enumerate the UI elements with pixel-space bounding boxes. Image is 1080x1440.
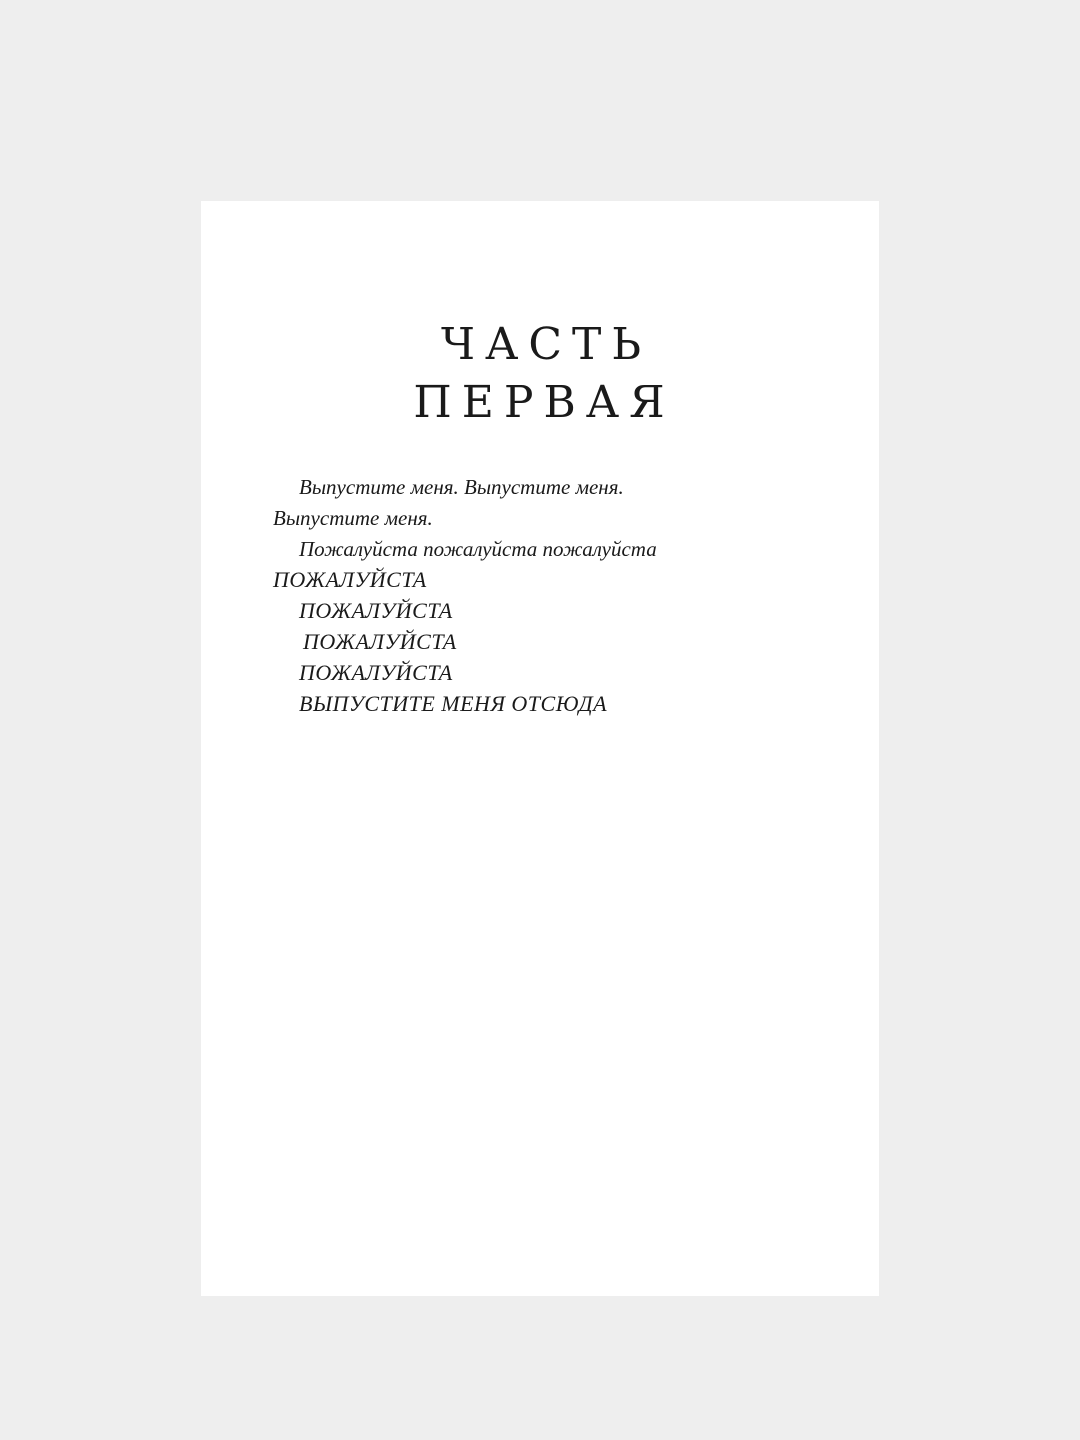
epigraph-line: Выпустите меня. xyxy=(273,506,433,530)
epigraph-line: ПОЖАЛУЙСТА xyxy=(299,598,453,623)
part-title-line-1: ЧАСТЬ xyxy=(441,319,651,370)
book-page xyxy=(201,201,879,1296)
epigraph-line: Выпустите меня. Выпустите меня. xyxy=(299,475,624,499)
epigraph-line: ПОЖАЛУЙСТА xyxy=(273,567,427,592)
epigraph xyxy=(201,201,879,1296)
epigraph-line: ВЫПУСТИТЕ МЕНЯ ОТСЮДА xyxy=(299,691,608,716)
epigraph-line: Пожалуйста пожалуйста пожалуйста xyxy=(299,537,657,561)
part-title-line-2: ПЕРВАЯ xyxy=(413,377,675,428)
epigraph-line: ПОЖАЛУЙСТА xyxy=(303,629,457,654)
epigraph-line: ПОЖАЛУЙСТА xyxy=(299,660,453,685)
